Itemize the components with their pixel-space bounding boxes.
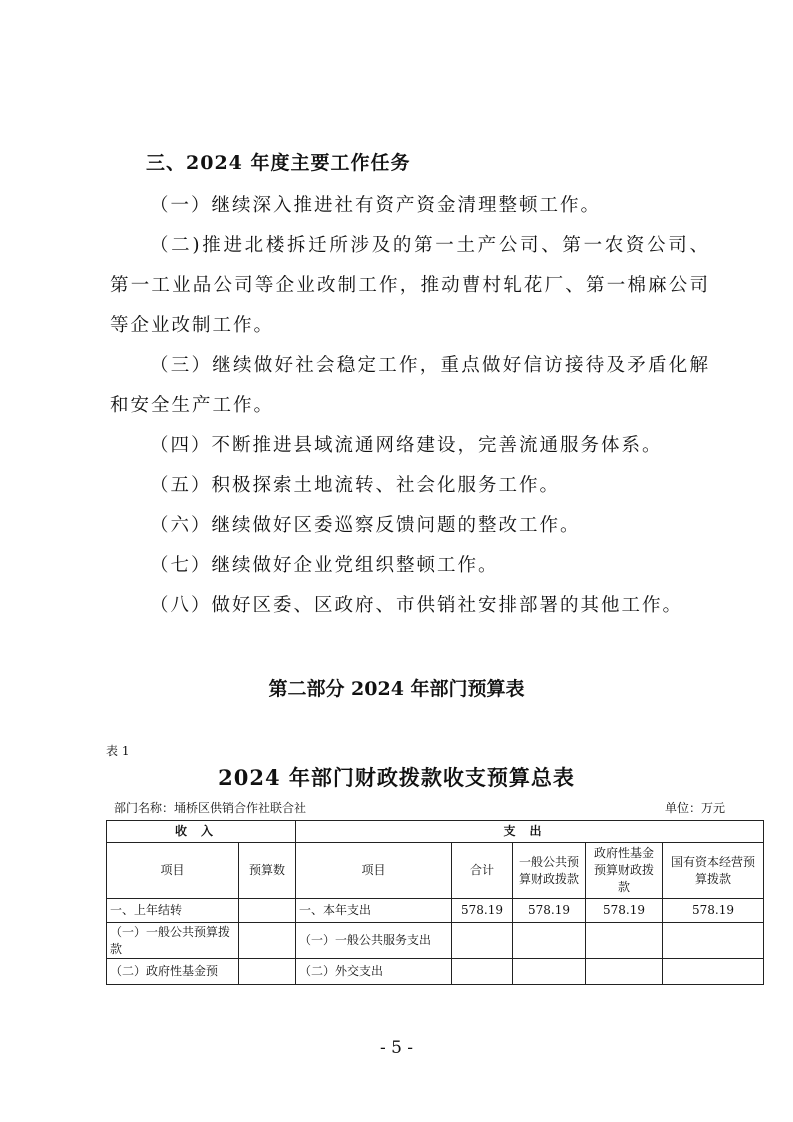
- state-capital-cell: 578.19: [663, 899, 764, 923]
- state-capital-cell: [663, 959, 764, 985]
- task-item-6: （六）继续做好区委巡察反馈问题的整改工作。: [150, 515, 581, 536]
- income-header: 收入: [107, 821, 296, 843]
- income-budget-cell: [239, 959, 296, 985]
- col-total: 合计: [452, 843, 513, 899]
- expense-item-cell: 一、本年支出: [296, 899, 452, 923]
- table-title: 2024 年部门财政拨款收支预算总表: [218, 765, 575, 790]
- state-capital-cell: [663, 923, 764, 959]
- expense-header: 支出: [296, 821, 764, 843]
- total-cell: [452, 923, 513, 959]
- general-public-cell: [513, 959, 586, 985]
- table-row: [107, 923, 764, 959]
- income-item-cell: （一）一般公共预算拨款: [107, 923, 239, 959]
- task-item-7: （七）继续做好企业党组织整顿工作。: [150, 555, 499, 576]
- income-item-cell: 一、上年结转: [107, 899, 239, 923]
- budget-summary-table: [106, 820, 764, 985]
- general-public-cell: [513, 923, 586, 959]
- task-item-1: （一）继续深入推进社有资产资金清理整顿工作。: [150, 195, 602, 216]
- col-gov-fund: 政府性基金预算财政拨款: [586, 843, 663, 899]
- col-general-public: 一般公共预算财政拨款: [513, 843, 586, 899]
- expense-item-cell: （二）外交支出: [296, 959, 452, 985]
- total-cell: [452, 959, 513, 985]
- task-item-4: （四）不断推进县域流通网络建设，完善流通服务体系。: [150, 435, 663, 456]
- task-item-3: （三）继续做好社会稳定工作，重点做好信访接待及矛盾化解和安全生产工作。: [110, 355, 710, 416]
- task-item-2: （二)推进北楼拆迁所涉及的第一土产公司、第一农资公司、第一工业品公司等企业改制工作，推动曹村轧花厂、第一棉麻公司等企业改制工作。: [110, 235, 710, 336]
- col-expense-item: 项目: [296, 843, 452, 899]
- page-number: - 5 -: [379, 1038, 414, 1058]
- general-public-cell: 578.19: [513, 899, 586, 923]
- task-item-8: （八）做好区委、区政府、市供销社安排部署的其他工作。: [150, 595, 684, 616]
- gov-fund-cell: 578.19: [586, 899, 663, 923]
- group-header-row: [107, 821, 764, 843]
- table-number: 表 1: [106, 744, 130, 758]
- column-header-row: [107, 843, 764, 899]
- part-title: 第二部分 2024 年部门预算表: [268, 678, 525, 700]
- income-budget-cell: [239, 923, 296, 959]
- unit-label: 单位：万元: [665, 801, 726, 815]
- task-item-5: （五）积极探索土地流转、社会化服务工作。: [150, 475, 561, 496]
- gov-fund-cell: [586, 923, 663, 959]
- department-label: 部门名称：埇桥区供销合作社联合社: [114, 801, 307, 815]
- table-row: [107, 959, 764, 985]
- expense-item-cell: （一）一般公共服务支出: [296, 923, 452, 959]
- income-budget-cell: [239, 899, 296, 923]
- gov-fund-cell: [586, 959, 663, 985]
- table-row: [107, 899, 764, 923]
- col-income-item: 项目: [107, 843, 239, 899]
- section-heading: 三、2024 年度主要工作任务: [146, 152, 411, 174]
- total-cell: 578.19: [452, 899, 513, 923]
- col-income-budget: 预算数: [239, 843, 296, 899]
- income-item-cell: （二）政府性基金预: [107, 959, 239, 985]
- col-state-capital: 国有资本经营预算拨款: [663, 843, 764, 899]
